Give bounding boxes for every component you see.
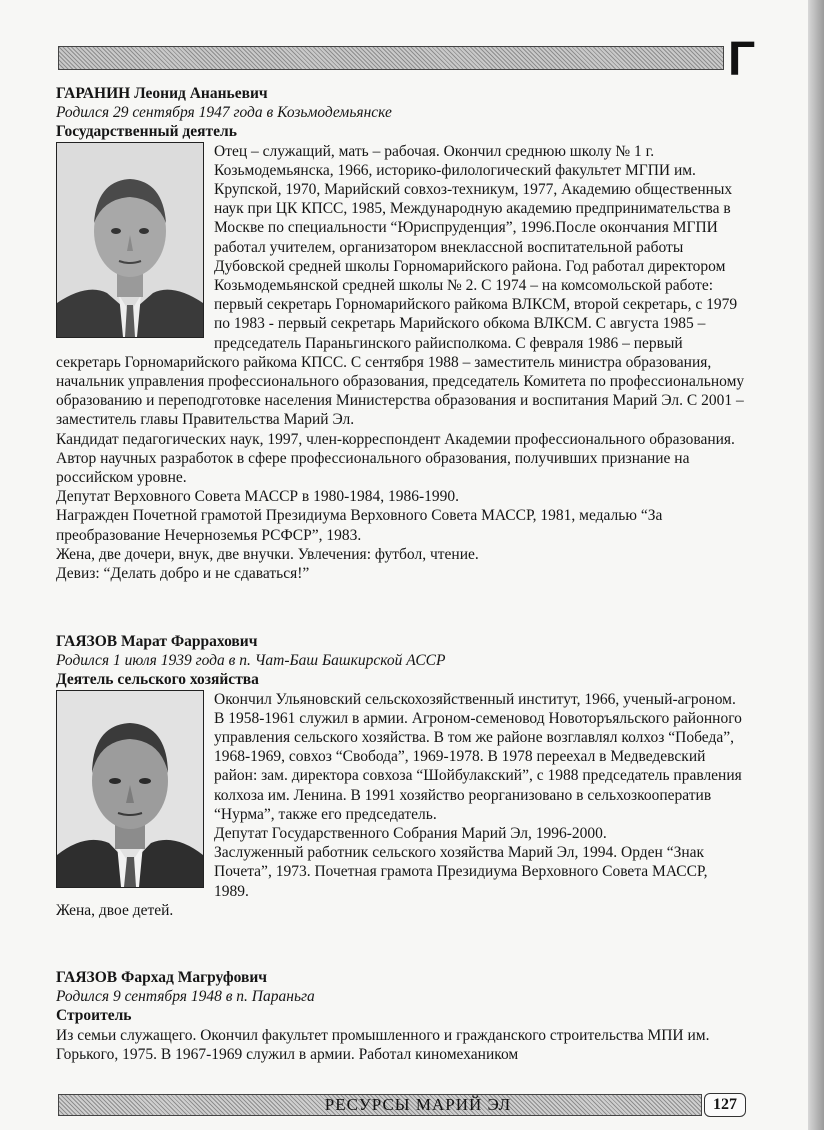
header-bar [58, 46, 724, 70]
entry-paragraph: Жена, двое детей. [56, 901, 174, 919]
entry-name: ГАРАНИН Леонид Ананьевич [56, 85, 268, 102]
entry-paragraph: Отец – служащий, мать – рабочая. Окончил среднюю школу № 1 г. Козьмодемьянска, 1966, историко-филологический факультет МГПИ им. Крупской, 1970, Марийский совхоз-техникум, 1977, Академию общественных наук при ЦК КПСС, 1985, Международную академию предпринимательства в Москве по специальности “Юриспруденция”, 1996.После окончания МГПИ работал учителем, организатором внеклассной воспитательной работы Дубовской средней школы Горномарийского района. Год работал директором Козьмодемьянской средней школы № 2. С 1974 – на комсомольской работе: первый секретарь Горномарийского райкома ВЛКСМ, второй секретарь, с 1979 по 1983 - первый секретарь Марийского обкома ВЛКСМ. С августа 1985 – председатель Параньгинского райисполкома. С февраля 1986 – первый секретарь Горномарийского райкома КПСС. С сентября 1988 – заместитель министра образования, начальник управления профессионального образования, председатель Комитета по профессиональному образованию и переподготовке населения Министерства образования и воспитания Марий Эл. С 2001 – заместитель главы Правительства Марий Эл. [56, 142, 745, 429]
portrait-image [57, 691, 203, 887]
entry-gayazov-farhad [56, 968, 746, 1064]
footer-title: РЕСУРСЫ МАРИЙ ЭЛ [324, 1095, 512, 1114]
page-edge [808, 0, 824, 1130]
entry-paragraph: Девиз: “Делать добро и не сдаваться!” [56, 565, 310, 583]
entry-paragraph: Из семьи служащего. Окончил факультет промышленного и гражданского строительства МПИ им. Горького, 1975. В 1967-1969 служил в армии. Работал киномехаником [56, 1026, 710, 1063]
entry-paragraph: Жена, две дочери, внук, две внучки. Увлечения: футбол, чтение. [56, 545, 479, 563]
entry-role: Государственный деятель [56, 123, 237, 141]
entry-role: Деятель сельского хозяйства [56, 671, 259, 689]
entry-birth: Родился 29 сентября 1947 года в Козьмодемьянске [56, 104, 392, 122]
entry-gayazov-marat [56, 632, 746, 920]
entry-garanin [56, 84, 746, 583]
entry-role: Строитель [56, 1007, 132, 1025]
portrait-photo [56, 142, 204, 338]
entry-birth: Родился 1 июля 1939 года в п. Чат-Баш Башкирской АССР [56, 652, 446, 670]
entry-birth: Родился 9 сентября 1948 в п. Параньга [56, 988, 315, 1006]
entry-name: ГАЯЗОВ Фархад Магруфович [56, 969, 268, 986]
entry-paragraph: Кандидат педагогических наук, 1997, член-корреспондент Академии профессионального образования. Автор научных разработок в сфере профессионального образования, получивших признание на российском уровне. [56, 430, 735, 487]
entry-paragraph: Заслуженный работник сельского хозяйства Марий Эл, 1994. Орден “Знак Почета”, 1973. Почетная грамота Президиума Верховного Совета МАССР, 1989. [214, 844, 708, 900]
entry-paragraph: Награжден Почетной грамотой Президиума Верховного Совета МАССР, 1981, медалью “За преобразование Нечерноземья РСФСР”, 1983. [56, 507, 663, 544]
section-letter: Г [728, 33, 756, 86]
entry-paragraph: Депутат Верховного Совета МАССР в 1980-1984, 1986-1990. [56, 488, 460, 506]
entry-paragraph: Окончил Ульяновский сельскохозяйственный институт, 1966, ученый-агроном. В 1958-1961 служил в армии. Агроном-семеновод Новоторъяльского районного управления сельского хозяйства. В том же районе возглавлял колхоз “Победа”, 1968-1969, совхоз “Свобода”, 1969-1978. В 1978 переехал в Медведевский район: зам. директора совхоза “Шойбулакский”, с 1988 председатель правления колхоза им. Ленина. В 1991 хозяйство реорганизовано в сельхозкооператив “Нурма”, также его председатель. [214, 690, 742, 823]
portrait-photo [56, 690, 204, 888]
portrait-image [57, 143, 203, 337]
page-number: 127 [704, 1093, 746, 1117]
entry-paragraph: Депутат Государственного Собрания Марий Эл, 1996-2000. [214, 825, 607, 843]
entry-name: ГАЯЗОВ Марат Фаррахович [56, 633, 258, 650]
